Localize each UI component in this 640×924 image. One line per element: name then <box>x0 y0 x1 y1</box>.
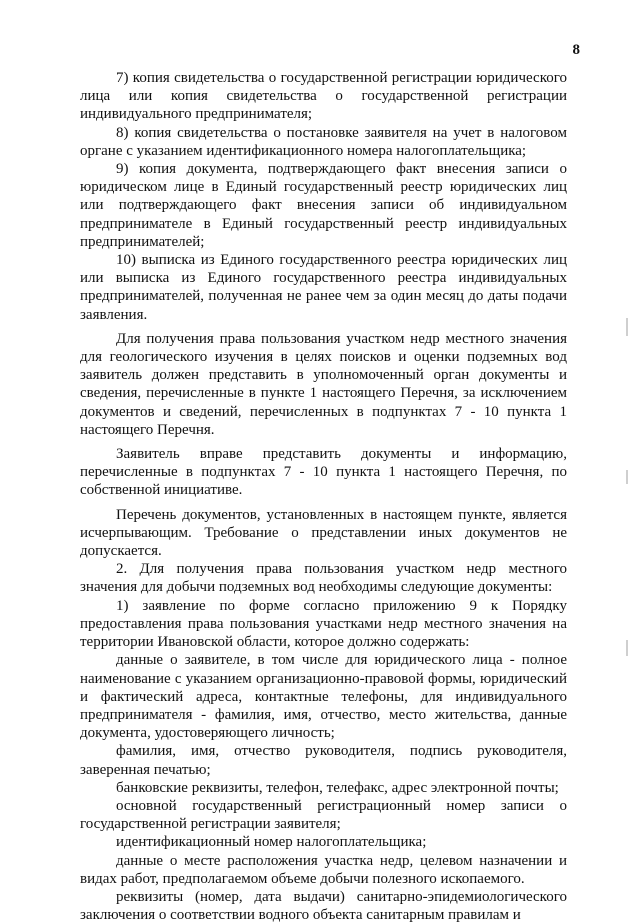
paragraph-exhaustive-list: Перечень документов, установленных в настоящем пункте, является исчерпывающим. Требование о представлении иных документов не допускается. <box>80 506 567 560</box>
document-body <box>80 69 567 924</box>
paragraph-site-location: данные о месте расположения участка недр, целевом назначении и видах работ, предполагаемом объеме добычи полезного ископаемого. <box>80 852 567 887</box>
paragraph-applicant-right: Заявитель вправе представить документы и информацию, перечисленные в подпунктах 7 - 10 пункта 1 настоящего Перечня, по собственной инициативе. <box>80 446 567 499</box>
paragraph-item-9: 9) копия документа, подтверждающего факт внесения записи о юридическом лице в Единый государственный реестр юридических лиц или подтверждающего факт внесения записи об индивидуальном предпринимателе в Единый государственный реестр индивидуальных предпринимателей; <box>80 161 567 250</box>
scan-edge-mark <box>626 470 628 484</box>
paragraph-taxpayer-id: идентификационный номер налогоплательщика; <box>116 834 427 851</box>
scan-edge-mark <box>626 318 628 336</box>
paragraph-item-10: 10) выписка из Единого государственного реестра юридических лиц или выписка из Единого государственного реестра индивидуальных предпринимателей, полученная не ранее чем за один месяц до даты подачи заявления. <box>80 252 567 323</box>
page-number: 8 <box>572 42 580 58</box>
paragraph-section-2: 2. Для получения права пользования участком недр местного значения для добычи подземных вод необходимы следующие документы: <box>80 561 567 596</box>
paragraph-bank-details: банковские реквизиты, телефон, телефакс, адрес электронной почты; <box>116 779 559 796</box>
paragraph-registration-number: основной государственный регистрационный номер записи о государственной регистрации заявителя; <box>80 797 567 833</box>
paragraph-head-signature: фамилия, имя, отчество руководителя, подпись руководителя, заверенная печатью; <box>80 743 567 778</box>
paragraph-sanitary-conclusion: реквизиты (номер, дата выдачи) санитарно-эпидемиологического заключения о соответствии водного объекта санитарным правилам и <box>80 888 567 924</box>
scan-edge-mark <box>626 640 628 656</box>
paragraph-application-form: 1) заявление по форме согласно приложению 9 к Порядку предоставления права пользования участками недр местного значения на территории Ивановской области, которое должно содержать: <box>80 597 567 651</box>
paragraph-applicant-data: данные о заявителе, в том числе для юридического лица - полное наименование с указанием организационно-правовой формы, юридический и фактический адреса, контактные телефоны, для индивидуального предпринимателя - фамилия, имя, отчество, место жительства, данные документа, удостоверяющего личность; <box>80 652 567 742</box>
paragraph-item-8: 8) копия свидетельства о постановке заявителя на учет в налоговом органе с указанием идентификационного номера налогоплательщика; <box>80 124 567 159</box>
paragraph-item-7: 7) копия свидетельства о государственной регистрации юридического лица или копия свидетельства о государственной регистрации индивидуального предпринимателя; <box>80 70 567 123</box>
paragraph-geological-study: Для получения права пользования участком недр местного значения для геологического изучения в целях поисков и оценки подземных вод заявитель должен представить в уполномоченный орган документы и сведения, перечисленные в пункте 1 настоящего Перечня, за исключением документов и сведений, перечисленных в подпунктах 7 - 10 пункта 1 настоящего Перечня. <box>80 330 567 438</box>
